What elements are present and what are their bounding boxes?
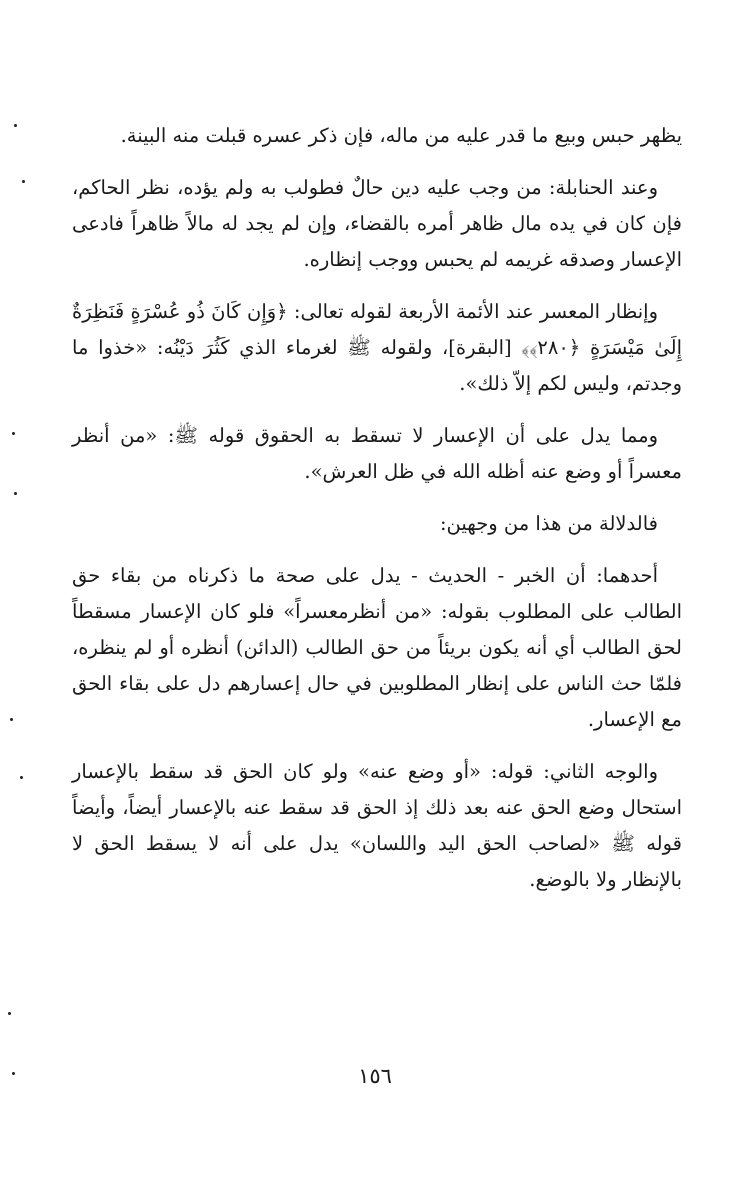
paragraph-hadith: ومما يدل على أن الإعسار لا تسقط به الحقوق قوله ﷺ: «من أنظر معسراً أو وضع عنه أظله الله في ظل العرش». xyxy=(72,424,682,483)
paragraph-quran-verse: وإنظار المعسر عند الأئمة الأربعة لقوله تعالى: ﴿وَإِن كَانَ ذُو عُسْرَةٍ فَنَظِرَةٌ إِلَىٰ مَيْسَرَةٍ ﴿٢٨٠﴾﴾ [البقرة]، ولقوله ﷺ لغرماء الذي كَثُرَ دَيْنُه: «خذوا ما وجدتم، وليس لكم إلاّ ذلك». xyxy=(72,300,682,395)
margin-mark xyxy=(20,776,23,779)
paragraph-hanbali: وعند الحنابلة: من وجب عليه دين حالٌ فطولب به ولم يؤده، نظر الحاكم، فإن كان في يده مال ظاهر أمره بالقضاء، وإن لم يجد له مالاً ظاهراً فادعى الإعسار وصدقه غريمه لم يحبس ووجب إنظاره. xyxy=(72,176,682,271)
margin-mark xyxy=(10,718,13,721)
paragraph-continuation: يظهر حبس وبيع ما قدر عليه من ماله، فإن ذكر عسره قبلت منه البينة. xyxy=(120,124,682,147)
paragraph-first-aspect: أحدهما: أن الخبر - الحديث - يدل على صحة ما ذكرناه من بقاء حق الطالب على المطلوب بقوله: «من أنظرمعسراً» فلو كان الإعسار مسقطاً لحق الطالب أي أنه يكون بريئاً من حق الطالب (الدائن) أنظره أو لم ينظره، فلمّا حث الناس على إنظار المطلوبين في حال إعسارهم دل على بقاء الحق مع الإعسار. xyxy=(72,564,682,731)
margin-mark xyxy=(14,124,17,127)
paragraph-two-aspects: فالدلالة من هذا من وجهين: xyxy=(439,512,658,535)
margin-mark xyxy=(22,180,25,183)
margin-mark xyxy=(12,432,15,435)
margin-mark xyxy=(12,1072,15,1075)
body-text xyxy=(72,118,682,914)
paragraph-second-aspect: والوجه الثاني: قوله: «أو وضع عنه» ولو كان الحق قد سقط بالإعسار استحال وضع الحق عنه بعد ذلك إذ الحق قد سقط عنه بالإعسار أيضاً، وأيضاً قوله ﷺ «لصاحب الحق اليد واللسان» يدل على أنه لا يسقط الحق لا بالإنظار ولا بالوضع. xyxy=(72,760,682,891)
margin-mark xyxy=(8,1012,11,1015)
page-number: ١٥٦ xyxy=(358,1064,392,1088)
margin-mark xyxy=(14,492,17,495)
